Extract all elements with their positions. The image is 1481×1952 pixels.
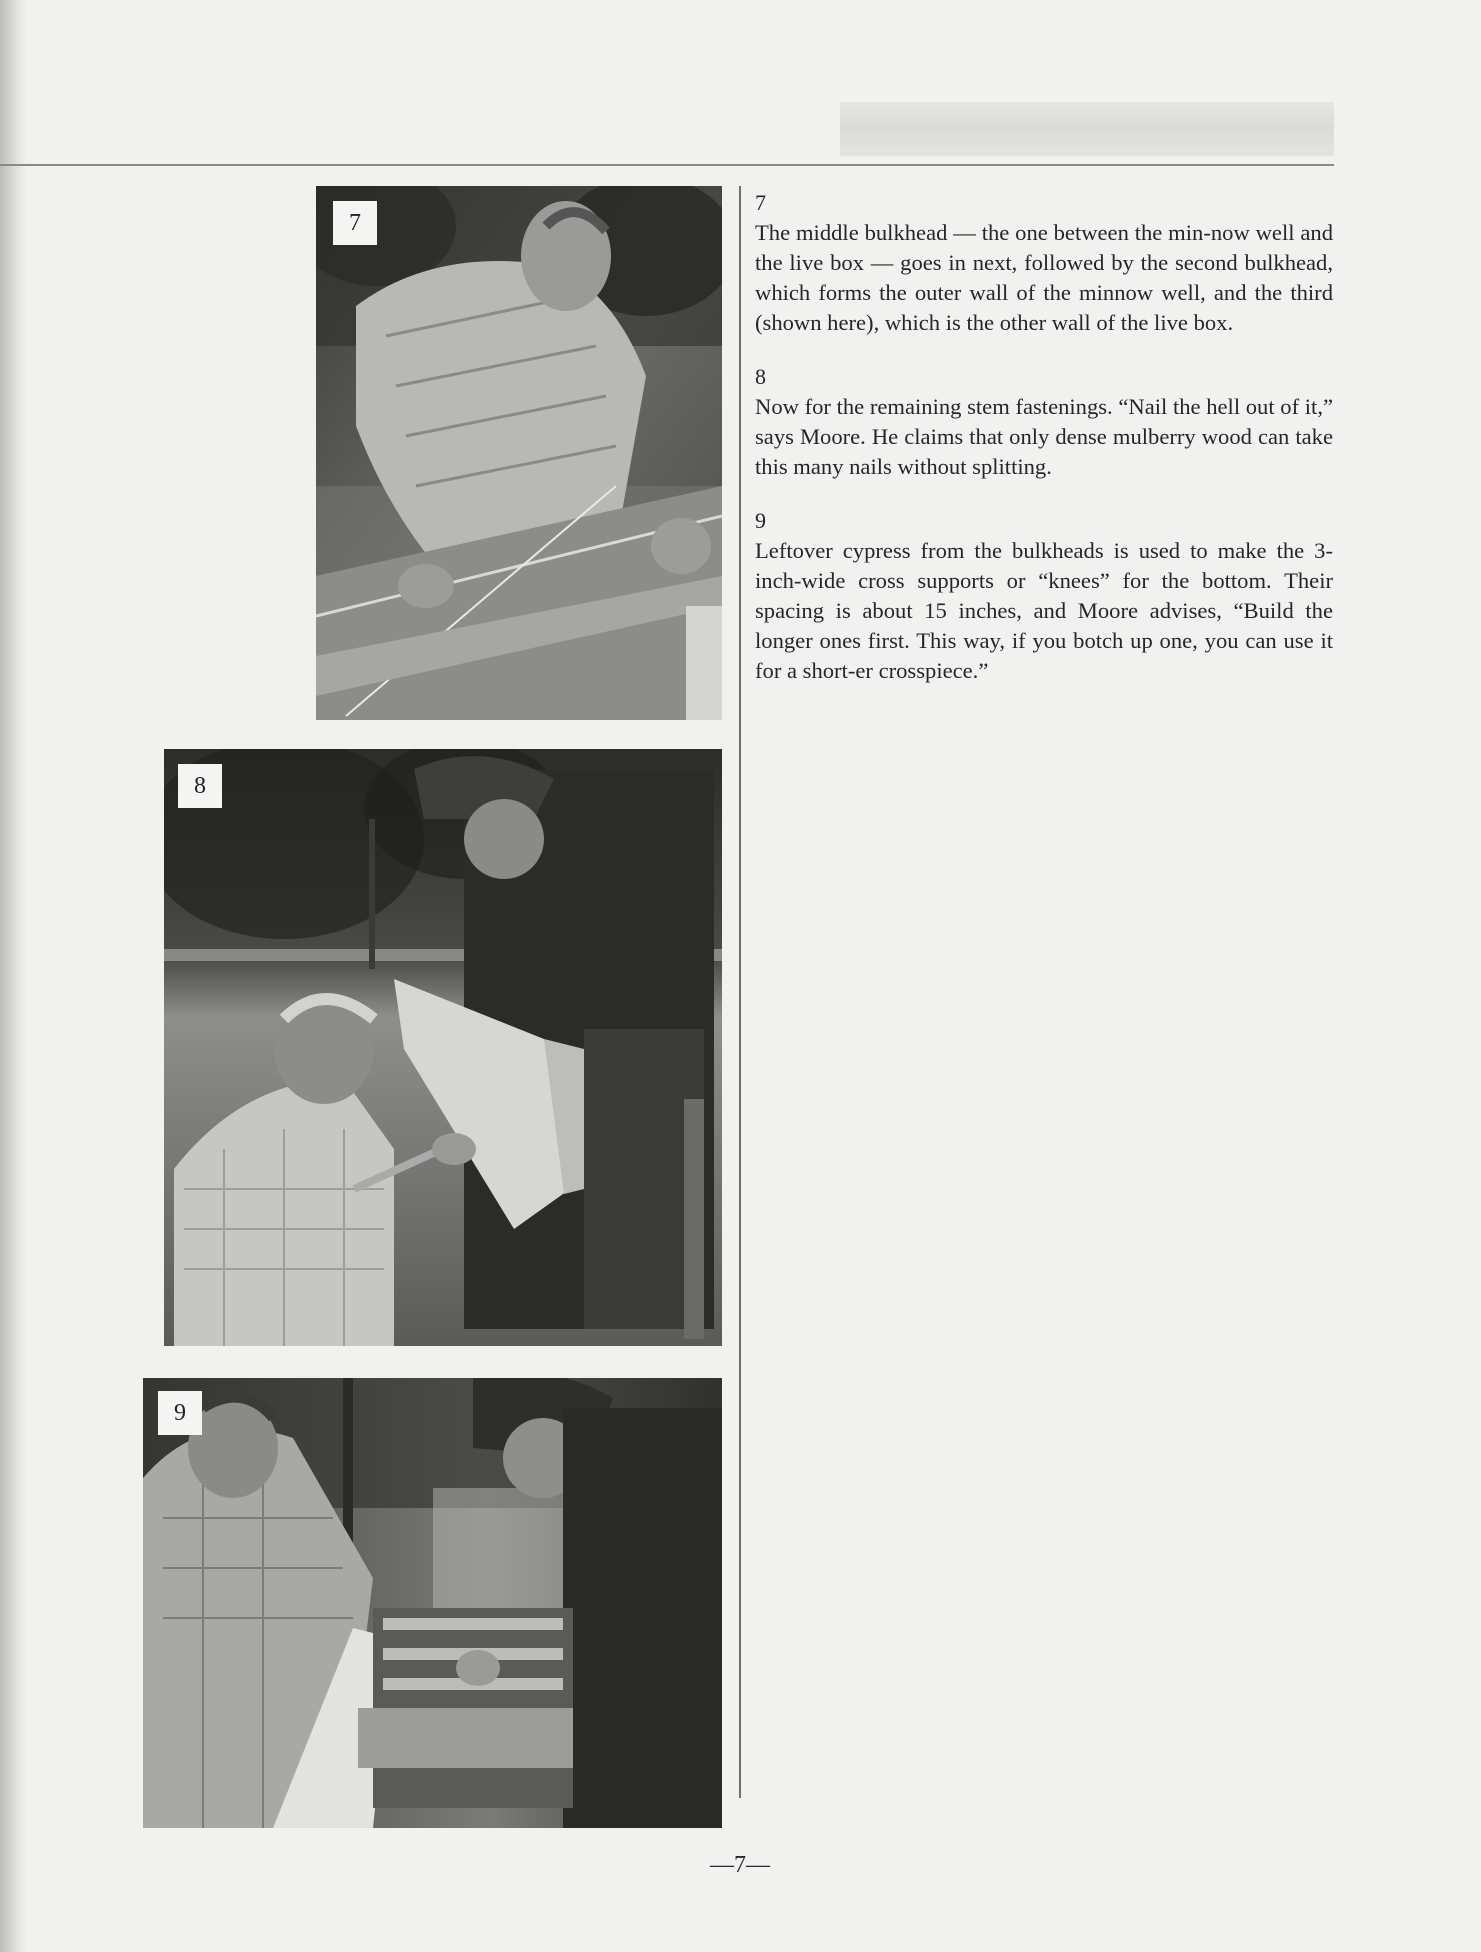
step-8: [755, 362, 1333, 482]
step-9-text: Leftover cypress from the bulkheads is used to make the 3-inch-wide cross supports or “knees” for the bottom. Their spacing is about 15 inches, and Moore advises, “Build the longer ones first. This way, if you botch up one, you can use it for a short-er crosspiece.”: [755, 538, 1333, 683]
page-number: —7—: [710, 1852, 770, 1878]
photo-8-image: [164, 749, 722, 1346]
step-7-number: 7: [755, 190, 766, 215]
step-7: [755, 188, 1333, 338]
photo-7-image: [316, 186, 722, 720]
text-column: [755, 188, 1333, 710]
step-7-text: The middle bulkhead — the one between the min-now well and the live box — goes in next, followed by the second bulkhead, which forms the outer wall of the minnow well, and the third (shown here), which is the other wall of the live box.: [755, 220, 1333, 335]
step-8-text: Now for the remaining stem fastenings. “Nail the hell out of it,” says Moore. He claims that only dense mulberry wood can take this many nails without splitting.: [755, 394, 1333, 479]
header-rule: [0, 164, 1334, 166]
header-band: [840, 102, 1334, 156]
column-divider: [739, 186, 741, 1798]
photo-9-image: [143, 1378, 722, 1828]
page-gutter-shadow: [0, 0, 26, 1952]
photo-7: [316, 186, 722, 720]
photo-8-number-label: 8: [178, 764, 222, 808]
photo-7-number-label: 7: [333, 201, 377, 245]
photo-9: [143, 1378, 722, 1828]
step-9: [755, 506, 1333, 686]
photo-9-number-label: 9: [158, 1391, 202, 1435]
step-9-number: 9: [755, 508, 766, 533]
step-8-number: 8: [755, 364, 766, 389]
photo-8: [164, 749, 722, 1346]
